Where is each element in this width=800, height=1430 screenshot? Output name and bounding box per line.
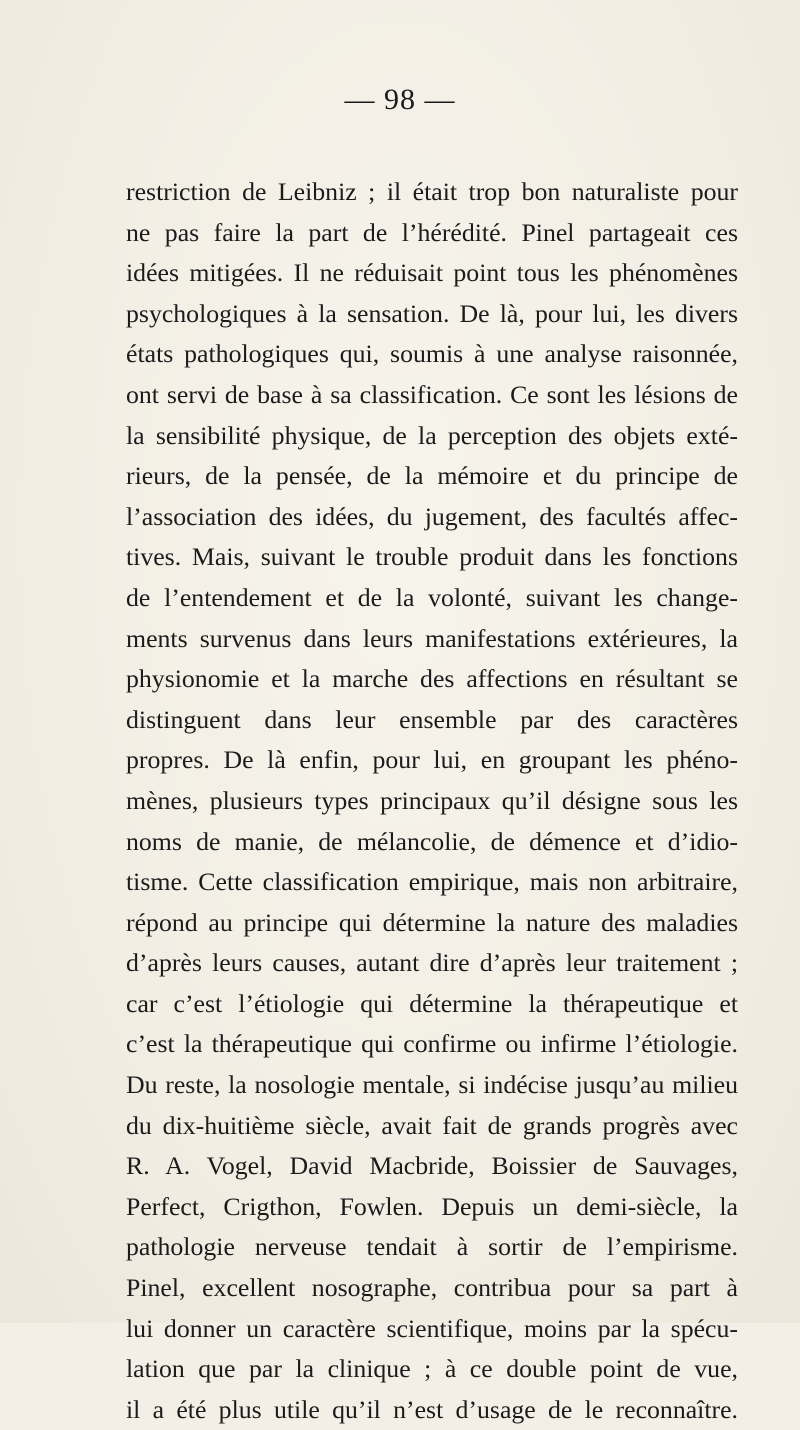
text-line: c’est la thérapeutique qui confirme ou infirme l’étiologie. xyxy=(126,1029,738,1059)
text-line: l’association des idées, du jugement, des facultés affec- xyxy=(126,501,738,531)
text-line: Perfect, Crigthon, Fowlen. Depuis un demi-siècle, la xyxy=(126,1191,738,1221)
text-line: propres. De là enfin, pour lui, en groupant les phéno- xyxy=(126,745,738,775)
text-line: distinguent dans leur ensemble par des caractères xyxy=(126,704,738,734)
text-line: d’après leurs causes, autant dire d’après leur traitement ; xyxy=(126,948,738,978)
text-line: car c’est l’étiologie qui détermine la thérapeutique et xyxy=(126,988,738,1018)
text-line: états pathologiques qui, soumis à une analyse raisonnée, xyxy=(126,339,738,369)
text-line: pathologie nerveuse tendait à sortir de l’empirisme. xyxy=(126,1232,738,1262)
text-line: mènes, plusieurs types principaux qu’il désigne sous les xyxy=(126,785,738,815)
text-line: il a été plus utile qu’il n’est d’usage de le reconnaître. xyxy=(126,1394,738,1424)
text-line: ne pas faire la part de l’hérédité. Pinel partageait ces xyxy=(126,217,738,247)
text-line: Du reste, la nosologie mentale, si indécise jusqu’au milieu xyxy=(126,1070,738,1100)
text-line: lui donner un caractère scientifique, moins par la spécu- xyxy=(126,1313,738,1343)
text-line: psychologiques à la sensation. De là, pour lui, les divers xyxy=(126,298,738,328)
text-line: tisme. Cette classification empirique, mais non arbitraire, xyxy=(126,867,738,897)
text-line: rieurs, de la pensée, de la mémoire et du principe de xyxy=(126,461,738,491)
text-line: répond au principe qui détermine la nature des maladies xyxy=(126,907,738,937)
text-line: du dix-huitième siècle, avait fait de grands progrès avec xyxy=(126,1110,738,1140)
text-line: Pinel, excellent nosographe, contribua pour sa part à xyxy=(126,1273,738,1303)
text-line: de l’entendement et de la volonté, suivant les change- xyxy=(126,582,738,612)
text-line: tives. Mais, suivant le trouble produit dans les fonctions xyxy=(126,542,738,572)
text-line: R. A. Vogel, David Macbride, Boissier de Sauvages, xyxy=(126,1151,738,1181)
text-line: ments survenus dans leurs manifestations extérieures, la xyxy=(126,623,738,653)
text-line: lation que par la clinique ; à ce double point de vue, xyxy=(126,1354,738,1384)
page-number: — 98 — xyxy=(344,83,456,116)
text-line: physionomie et la marche des affections en résultant se xyxy=(126,664,738,694)
text-line: noms de manie, de mélancolie, de démence et d’idio- xyxy=(126,826,738,856)
text-line: ont servi de base à sa classification. Ce sont les lésions de xyxy=(126,379,738,409)
text-line: restriction de Leibniz ; il était trop bon naturaliste pour xyxy=(126,177,738,206)
text-line: la sensibilité physique, de la perception des objets exté- xyxy=(126,420,738,450)
text-line: idées mitigées. Il ne réduisait point tous les phénomènes xyxy=(126,258,738,288)
body-text xyxy=(126,172,738,1430)
